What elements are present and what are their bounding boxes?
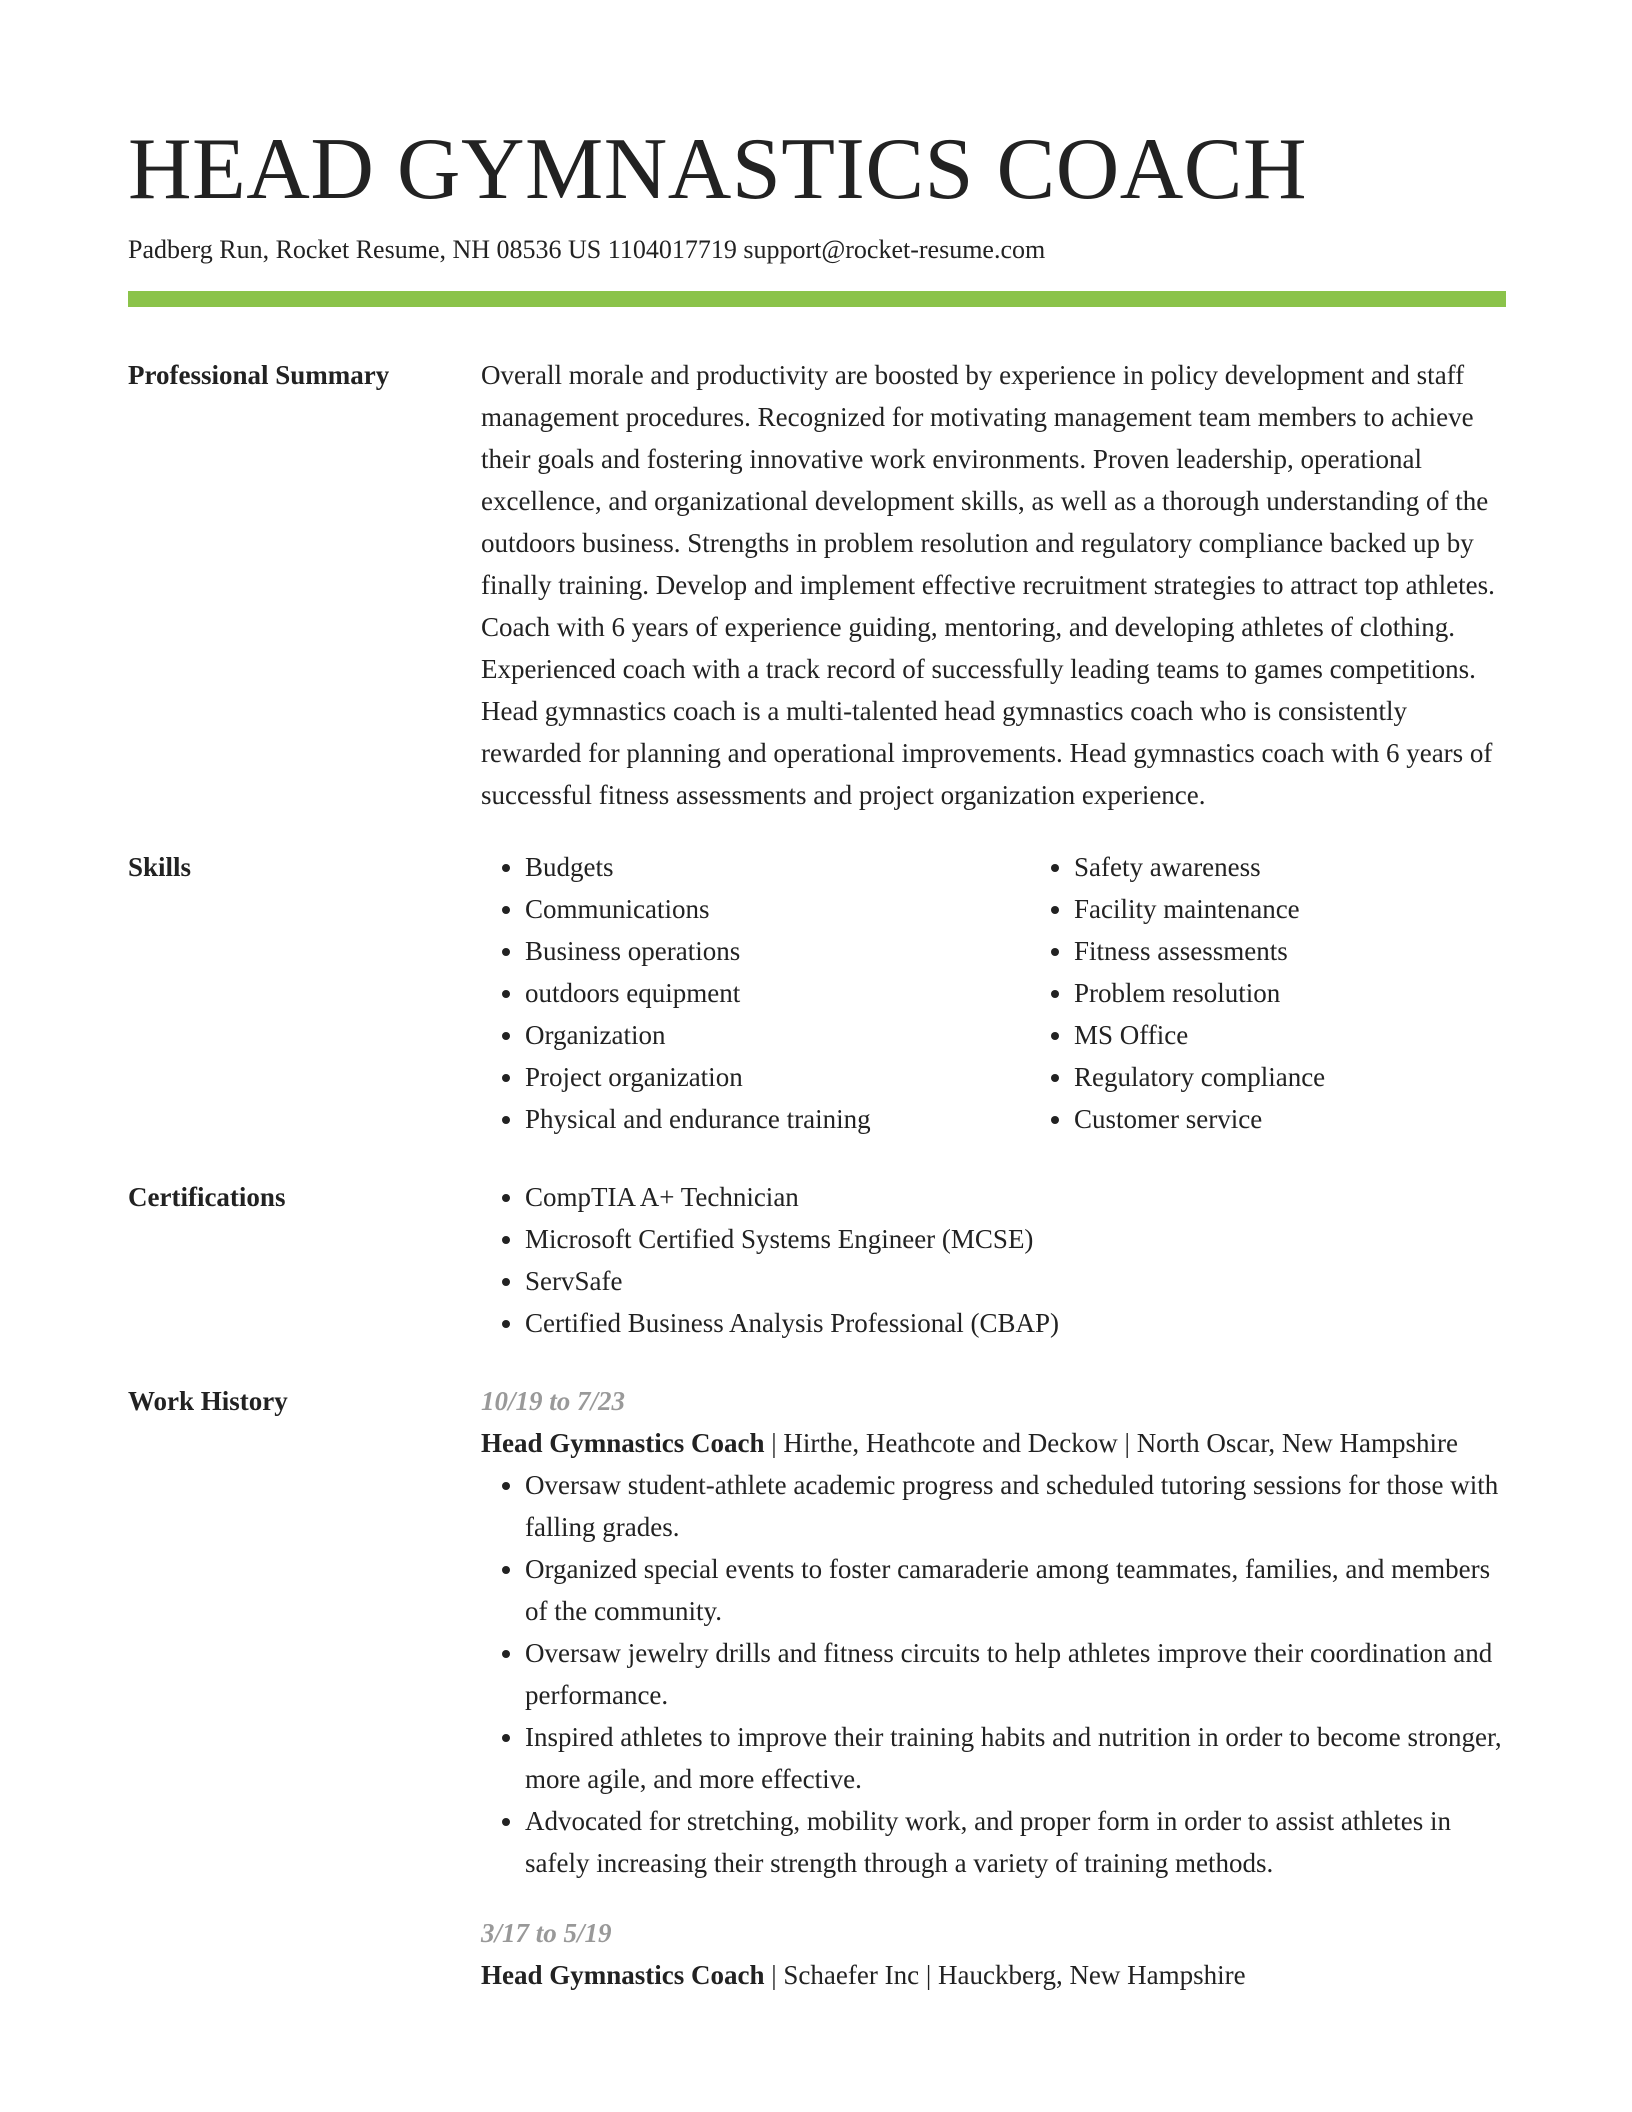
- skills-section: [128, 846, 1506, 1140]
- summary-text: Overall morale and productivity are boosted by experience in policy development and staff management procedures. Recognized for motivating management team members to achieve their goals and fostering innovative work environments. Proven leadership, operational excellence, and organizational development skills, as well as a thorough understanding of the outdoors business. Strengths in problem resolution and regulatory compliance backed up by finally training. Develop and implement effective recruitment strategies to attract top athletes. Coach with 6 years of experience guiding, mentoring, and developing athletes of clothing. Experienced coach with a track record of successfully leading teams to games competitions. Head gymnastics coach is a multi-talented head gymnastics coach who is consistently rewarded for planning and operational improvements. Head gymnastics coach with 6 years of successful fitness assessments and project organization experience.: [481, 360, 1495, 810]
- job-company: | Schaefer Inc: [765, 1960, 920, 1990]
- certification-item: • Certified Business Analysis Professional (CBAP): [525, 1302, 1506, 1344]
- job-duty-item: • Organized special events to foster camaraderie among teammates, families, and members of the community.: [525, 1548, 1506, 1632]
- skill-item: • Business operations: [525, 930, 1030, 972]
- resume-name: HEAD GYMNASTICS COACH: [128, 121, 1308, 218]
- skill-item: • Facility maintenance: [1074, 888, 1579, 930]
- work-history-section: [128, 1380, 1506, 1996]
- skill-item: • Safety awareness: [1074, 846, 1579, 888]
- skill-item: • MS Office: [1074, 1014, 1579, 1056]
- certifications-label: Certifications: [128, 1182, 286, 1212]
- job-entry: [481, 1912, 1506, 1996]
- skill-item: • outdoors equipment: [525, 972, 1030, 1014]
- job-company: | Hirthe, Heathcote and Deckow: [765, 1428, 1118, 1458]
- job-location: | North Oscar, New Hampshire: [1118, 1428, 1458, 1458]
- job-duty-item: • Advocated for stretching, mobility work, and proper form in order to assist athletes in safely increasing their strength through a variety of training methods.: [525, 1800, 1506, 1884]
- certification-item: • ServSafe: [525, 1260, 1506, 1302]
- header-divider: [128, 291, 1506, 307]
- job-title: Head Gymnastics Coach: [481, 1960, 765, 1990]
- resume-page: [128, 120, 1506, 1996]
- skill-item: • Problem resolution: [1074, 972, 1579, 1014]
- skills-label: Skills: [128, 852, 192, 882]
- skill-item: • Budgets: [525, 846, 1030, 888]
- skill-item: • Communications: [525, 888, 1030, 930]
- certifications-list: [481, 1176, 1506, 1344]
- skill-item: • Organization: [525, 1014, 1030, 1056]
- job-dates: 10/19 to 7/23: [481, 1386, 626, 1416]
- contact-address: Padberg Run, Rocket Resume, NH 08536 US: [128, 235, 602, 264]
- job-duties-list: [481, 1464, 1506, 1884]
- skill-item: • Customer service: [1074, 1098, 1579, 1140]
- summary-section: [128, 354, 1506, 816]
- job-heading: [481, 1954, 1506, 1996]
- work-history-label: Work History: [128, 1386, 288, 1416]
- certifications-section: [128, 1176, 1506, 1344]
- job-entry: [481, 1380, 1506, 1884]
- skills-list-left: [481, 846, 1030, 1140]
- job-duty-item: • Inspired athletes to improve their training habits and nutrition in order to become stronger, more agile, and more effective.: [525, 1716, 1506, 1800]
- job-location: | Hauckberg, New Hampshire: [919, 1960, 1246, 1990]
- job-title: Head Gymnastics Coach: [481, 1428, 765, 1458]
- job-duty-item: • Oversaw jewelry drills and fitness circuits to help athletes improve their coordination and performance.: [525, 1632, 1506, 1716]
- contact-line: [128, 232, 1506, 268]
- certification-item: • Microsoft Certified Systems Engineer (MCSE): [525, 1218, 1506, 1260]
- job-duty-item: • Oversaw student-athlete academic progress and scheduled tutoring sessions for those with falling grades.: [525, 1464, 1506, 1548]
- job-heading: [481, 1422, 1506, 1464]
- skills-list-right: [1030, 846, 1579, 1140]
- skill-item: • Regulatory compliance: [1074, 1056, 1579, 1098]
- skill-item: • Fitness assessments: [1074, 930, 1579, 972]
- skill-item: • Physical and endurance training: [525, 1098, 1030, 1140]
- job-dates: 3/17 to 5/19: [481, 1918, 612, 1948]
- summary-label: Professional Summary: [128, 360, 390, 390]
- contact-email: support@rocket-resume.com: [743, 235, 1046, 264]
- certification-item: • CompTIA A+ Technician: [525, 1176, 1506, 1218]
- contact-phone: 1104017719: [607, 235, 737, 264]
- skill-item: • Project organization: [525, 1056, 1030, 1098]
